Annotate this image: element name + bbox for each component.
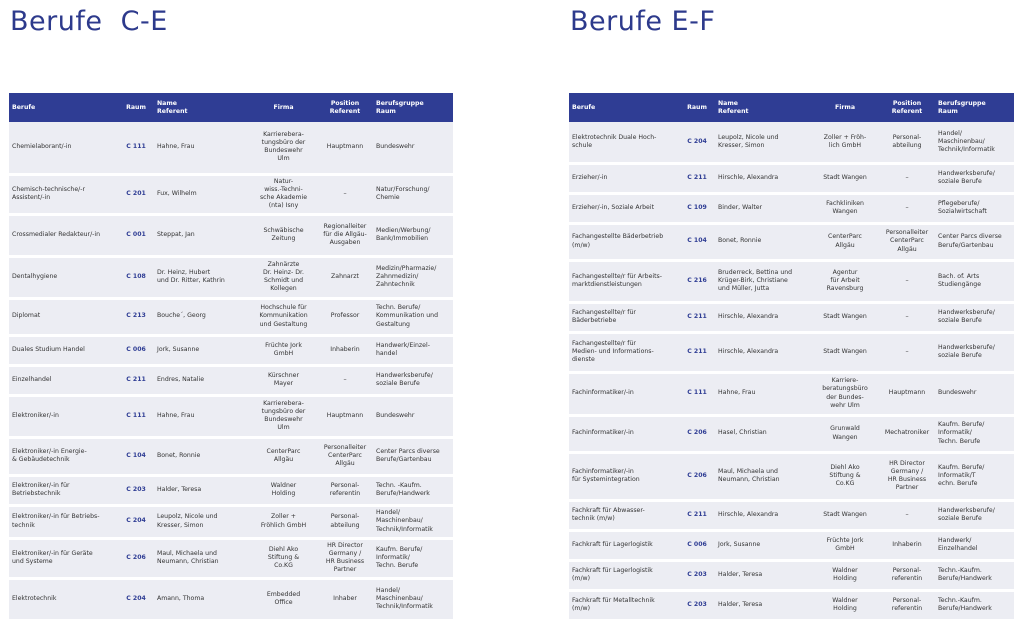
cell-referent: Hahne, Frau <box>157 411 195 419</box>
cell-position: – <box>905 173 909 181</box>
cell-referent: Maul, Michaela und Neumann, Christian <box>718 467 780 483</box>
cell-berufsgruppe: Techn.-Kaufm. Berufe/Handwerk <box>938 596 992 612</box>
cell-beruf: Crossmedialer Redakteur/-in <box>12 230 101 238</box>
cell-berufsgruppe: Handwerk/Einzel- handel <box>376 341 430 357</box>
cell-raum: C 006 <box>126 345 146 353</box>
cell-raum: C 213 <box>126 312 146 320</box>
cell-raum: C 206 <box>126 553 146 561</box>
table-row <box>569 415 1014 452</box>
cell-raum: C 216 <box>687 276 707 284</box>
cell-berufsgruppe: Handel/ Maschinenbau/ Technik/Informatik <box>376 586 433 611</box>
cell-referent: Amann, Thoma <box>157 594 205 602</box>
cell-raum: C 111 <box>126 143 146 151</box>
cell-referent: Leupolz, Nicole und Kresser, Simon <box>718 133 779 149</box>
cell-firma: Kürschner Mayer <box>267 371 300 387</box>
table-row <box>569 530 1014 560</box>
berufe-table <box>569 93 1014 622</box>
cell-firma: Stadt Wangen <box>823 173 867 181</box>
cell-firma: CenterParc Allgäu <box>828 233 862 249</box>
cell-firma: Natur- wiss.-Techni- sche Akademie (nta) Isny <box>259 177 308 210</box>
header-berufe: Berufe <box>572 103 596 111</box>
cell-beruf: Elektroniker/-in für Betriebs- technik <box>12 513 100 529</box>
cell-raum: C 211 <box>687 173 707 181</box>
cell-raum: C 111 <box>126 411 146 419</box>
cell-berufsgruppe: Pflegeberufe/ Sozialwirtschaft <box>938 199 987 215</box>
cell-berufsgruppe: Kaufm. Berufe/ Informatik/T echn. Berufe <box>938 463 985 488</box>
table-row <box>569 372 1014 415</box>
cell-firma: Hochschule für Kommunikation und Gestaltung <box>259 304 308 328</box>
cell-position: Personal- referentin <box>891 596 923 612</box>
header-position-referent: Position Referent <box>891 99 923 115</box>
cell-referent: Endres, Natalie <box>157 375 205 383</box>
header-berufe: Berufe <box>12 103 36 111</box>
cell-firma: Karrierebera- tungsbüro der Bundeswehr Ulm <box>261 399 306 432</box>
cell-berufsgruppe: Center Parcs diverse Berufe/Gartenbau <box>938 233 1002 249</box>
cell-beruf: Dentalhygiene <box>12 272 58 280</box>
cell-position: – <box>905 203 909 211</box>
cell-firma: Diehl Ako Stiftung & Co.KG <box>829 463 861 488</box>
cell-raum: C 203 <box>687 600 707 608</box>
cell-referent: Fux, Wilhelm <box>157 189 197 197</box>
table-row <box>569 302 1014 332</box>
cell-berufsgruppe: Kaufm. Berufe/ Informatik/ Techn. Berufe <box>938 421 985 445</box>
cell-position: Inhaber <box>333 594 357 602</box>
cell-berufsgruppe: Medien/Werbung/ Bank/Immobilien <box>376 226 431 242</box>
header-raum: Raum <box>126 103 146 111</box>
cell-firma: CenterParc Allgäu <box>266 447 301 463</box>
cell-berufsgruppe: Natur/Forschung/ Chemie <box>376 185 430 201</box>
cell-position: Professor <box>330 312 360 320</box>
cell-referent: Hirschle, Alexandra <box>718 173 779 181</box>
table-header-row <box>569 93 1014 122</box>
cell-referent: Hirschle, Alexandra <box>718 347 779 355</box>
cell-raum: C 109 <box>687 203 707 211</box>
table-row <box>9 335 453 365</box>
berufe-table <box>9 93 453 622</box>
cell-firma: Stadt Wangen <box>823 510 867 518</box>
table-row <box>569 122 1014 163</box>
table-row <box>9 174 453 214</box>
cell-position: HR Director Germany / HR Business Partner <box>325 541 365 574</box>
cell-beruf: Elektroniker/-in Energie- & Gebäudetechnik <box>12 447 87 463</box>
cell-position: Personalleiter CenterParc Allgäu <box>885 229 929 253</box>
cell-referent: Hahne, Frau <box>157 143 195 151</box>
cell-raum: C 104 <box>687 237 707 245</box>
cell-berufsgruppe: Handwerksberufe/ soziale Berufe <box>938 506 995 522</box>
cell-referent: Dr. Heinz, Hubert und Dr. Ritter, Kathrin <box>157 268 225 284</box>
cell-raum: C 211 <box>687 347 707 355</box>
cell-position: Regionalleiter für die Allgäu- Ausgaben <box>323 222 367 247</box>
table-row <box>9 256 453 298</box>
cell-raum: C 201 <box>126 189 146 197</box>
table-row <box>9 538 453 578</box>
cell-position: – <box>905 347 909 355</box>
cell-berufsgruppe: Techn. -Kaufm. Berufe/Handwerk <box>376 481 430 497</box>
cell-firma: Waldner Holding <box>832 566 858 582</box>
header-name-referent: Name Referent <box>718 99 749 115</box>
cell-referent: Hirschle, Alexandra <box>718 312 779 320</box>
cell-raum: C 206 <box>687 471 707 479</box>
cell-berufsgruppe: Handel/ Maschinenbau/ Technik/Informatik <box>376 509 433 533</box>
cell-firma: Zahnärzte Dr. Heinz- Dr. Schmidt und Kollegen <box>263 260 304 293</box>
table-row <box>569 500 1014 530</box>
cell-position: Personal- referentin <box>891 566 923 582</box>
table-row <box>9 475 453 505</box>
table-row <box>569 560 1014 590</box>
cell-position: Personal- referentin <box>329 481 361 497</box>
cell-berufsgruppe: Handwerksberufe/ soziale Berufe <box>376 371 433 387</box>
cell-berufsgruppe: Center Parcs diverse Berufe/Gartenbau <box>376 447 440 463</box>
cell-firma: Waldner Holding <box>270 481 297 497</box>
cell-referent: Maul, Michaela und Neumann, Christian <box>157 549 219 565</box>
header-name-referent: Name Referent <box>157 99 188 115</box>
cell-referent: Steppat, Jan <box>157 230 195 238</box>
cell-referent: Halder, Teresa <box>157 485 202 493</box>
header-raum: Raum <box>687 103 707 111</box>
cell-raum: C 111 <box>687 389 707 397</box>
table-row <box>569 260 1014 302</box>
cell-position: – <box>343 189 347 197</box>
cell-beruf: Fachinformatiker/-in <box>572 389 634 397</box>
cell-beruf: Chemielaborant/-in <box>12 143 72 151</box>
cell-firma: Waldner Holding <box>832 596 858 612</box>
cell-referent: Bonet, Ronnie <box>718 237 762 245</box>
cell-referent: Hasel, Christian <box>718 429 767 437</box>
cell-berufsgruppe: Bundeswehr <box>376 411 415 419</box>
cell-firma: Fachkliniken Wangen <box>826 199 864 215</box>
cell-beruf: Fachangestellte Bäderbetrieb (m/w) <box>572 233 664 249</box>
header-berufsgruppe-raum: Berufsgruppe Raum <box>938 99 986 115</box>
cell-raum: C 211 <box>126 375 146 383</box>
cell-referent: Jork, Susanne <box>718 540 761 548</box>
cell-beruf: Fachangestellte/r für Medien- und Informations- dienste <box>572 339 654 364</box>
cell-firma: Karriere- beratungsbüro der Bundes- wehr Ulm <box>822 377 868 409</box>
header-firma: Firma <box>273 103 294 111</box>
table-row <box>9 122 453 174</box>
cell-beruf: Einzelhandel <box>12 375 52 383</box>
table-header-row <box>9 93 453 122</box>
cell-beruf: Duales Studium Handel <box>12 345 85 353</box>
cell-referent: Bruderreck, Bettina und Krüger-Birk, Christiane und Müller, Jutta <box>718 268 793 293</box>
cell-raum: C 108 <box>126 272 146 280</box>
cell-beruf: Fachinformatiker/-in <box>572 429 634 437</box>
cell-berufsgruppe: Bundeswehr <box>376 143 415 151</box>
table-row <box>9 578 453 620</box>
cell-position: – <box>343 375 347 383</box>
cell-firma: Diehl Ako Stiftung & Co.KG <box>267 545 300 570</box>
cell-berufsgruppe: Techn. Berufe/ Kommunikation und Gestaltung <box>376 304 439 328</box>
table-row <box>9 505 453 538</box>
cell-referent: Binder, Walter <box>718 203 763 211</box>
cell-berufsgruppe: Bundeswehr <box>938 389 977 397</box>
cell-firma: Schwäbische Zeitung <box>263 226 304 242</box>
cell-firma: Karrierebera- tungsbüro der Bundeswehr Ulm <box>261 131 306 163</box>
cell-berufsgruppe: Kaufm. Berufe/ Informatik/ Techn. Berufe <box>376 545 423 570</box>
cell-beruf: Fachinformatiker/-in für Systemintegration <box>572 467 640 483</box>
cell-referent: Hahne, Frau <box>718 389 756 397</box>
cell-firma: Embedded Office <box>266 590 301 606</box>
cell-referent: Hirschle, Alexandra <box>718 510 779 518</box>
cell-berufsgruppe: Handwerksberufe/ soziale Berufe <box>938 169 995 185</box>
cell-beruf: Fachkraft für Metalltechnik (m/w) <box>572 596 655 612</box>
cell-raum: C 203 <box>126 485 146 493</box>
table-row <box>569 193 1014 223</box>
table-row <box>9 395 453 437</box>
cell-firma: Stadt Wangen <box>823 347 867 355</box>
cell-raum: C 206 <box>687 429 707 437</box>
cell-firma: Agentur für Arbeit Ravensburg <box>826 268 864 293</box>
page-title: Berufe C-E <box>10 6 168 37</box>
cell-berufsgruppe: Medizin/Pharmazie/ Zahnmedizin/ Zahntechnik <box>376 264 437 289</box>
table-row <box>569 163 1014 193</box>
cell-raum: C 211 <box>687 510 707 518</box>
cell-raum: C 204 <box>687 137 707 145</box>
page-title: Berufe E-F <box>570 6 716 37</box>
table-row <box>569 332 1014 372</box>
cell-berufsgruppe: Handwerk/ Einzelhandel <box>938 536 978 552</box>
cell-beruf: Fachangestellte/r für Arbeits- marktdienstleistungen <box>572 272 662 288</box>
header-firma: Firma <box>834 103 856 111</box>
table-row <box>9 214 453 256</box>
cell-firma: Früchte Jork GmbH <box>826 536 864 552</box>
cell-berufsgruppe: Bach. of. Arts Studiengänge <box>938 272 982 288</box>
cell-beruf: Fachkraft für Lagerlogistik (m/w) <box>572 566 653 582</box>
cell-position: – <box>905 312 909 320</box>
cell-raum: C 001 <box>126 230 146 238</box>
cell-beruf: Fachkraft für Lagerlogistik <box>572 540 653 548</box>
cell-position: Hauptmann <box>326 143 364 151</box>
cell-position: HR Director Germany / HR Business Partner <box>887 459 927 492</box>
header-position-referent: Position Referent <box>329 99 361 115</box>
cell-beruf: Fachangestellte/r für Bäderbetriebe <box>572 308 636 324</box>
cell-position: Personal- abteilung <box>892 133 922 149</box>
cell-position: – <box>905 276 909 284</box>
table-row <box>9 365 453 395</box>
cell-referent: Halder, Teresa <box>718 570 763 578</box>
cell-raum: C 204 <box>126 594 146 602</box>
cell-referent: Bouche´, Georg <box>157 312 206 320</box>
cell-referent: Bonet, Ronnie <box>157 451 201 459</box>
cell-beruf: Elektroniker/-in <box>12 411 59 419</box>
cell-raum: C 203 <box>687 570 707 578</box>
cell-raum: C 104 <box>126 451 146 459</box>
cell-beruf: Erzieher/-in <box>572 173 608 181</box>
cell-beruf: Elektroniker/-in für Geräte und Systeme <box>12 549 93 565</box>
cell-firma: Früchte Jork GmbH <box>265 341 302 357</box>
table-row <box>569 223 1014 260</box>
cell-beruf: Elektrotechnik <box>12 594 57 602</box>
cell-referent: Jork, Susanne <box>157 345 200 353</box>
cell-beruf: Elektrotechnik Duale Hoch- schule <box>572 133 657 149</box>
cell-referent: Halder, Teresa <box>718 600 763 608</box>
cell-position: Inhaberin <box>330 345 360 353</box>
cell-beruf: Fachkraft für Abwasser- technik (m/w) <box>572 506 645 522</box>
cell-position: Zahnarzt <box>331 272 359 280</box>
cell-position: Hauptmann <box>888 389 926 397</box>
cell-berufsgruppe: Handwerksberufe/ soziale Berufe <box>938 343 995 359</box>
cell-firma: Zoller + Fröhlich GmbH <box>260 513 307 529</box>
cell-position: Mechatroniker <box>884 429 930 437</box>
cell-referent: Leupolz, Nicole und Kresser, Simon <box>157 513 218 529</box>
cell-raum: C 006 <box>687 540 707 548</box>
table-row <box>9 437 453 475</box>
cell-position: Inhaberin <box>892 540 922 548</box>
table-row <box>569 590 1014 620</box>
cell-beruf: Elektroniker/-in für Betriebstechnik <box>12 481 70 497</box>
cell-firma: Zoller + Fröh- lich GmbH <box>823 133 867 149</box>
header-berufsgruppe-raum: Berufsgruppe Raum <box>376 99 424 115</box>
cell-raum: C 211 <box>687 312 707 320</box>
table-row <box>9 298 453 335</box>
cell-beruf: Erzieher/-in, Soziale Arbeit <box>572 203 655 211</box>
cell-beruf: Chemisch-technische/-r Assistent/-in <box>12 185 85 201</box>
cell-position: Hauptmann <box>326 411 364 419</box>
cell-position: Personalleiter CenterParc Allgäu <box>323 443 367 468</box>
cell-berufsgruppe: Handwerksberufe/ soziale Berufe <box>938 308 995 324</box>
cell-raum: C 204 <box>126 517 146 525</box>
cell-firma: Stadt Wangen <box>823 312 867 320</box>
cell-position: – <box>905 510 909 518</box>
cell-beruf: Diplomat <box>12 312 41 320</box>
cell-berufsgruppe: Techn.-Kaufm. Berufe/Handwerk <box>938 566 992 582</box>
cell-firma: Grunwald Wangen <box>830 425 860 441</box>
cell-position: Personal- abteilung <box>330 513 360 529</box>
table-row <box>569 452 1014 500</box>
cell-berufsgruppe: Handel/ Maschinenbau/ Technik/Informatik <box>938 129 995 153</box>
